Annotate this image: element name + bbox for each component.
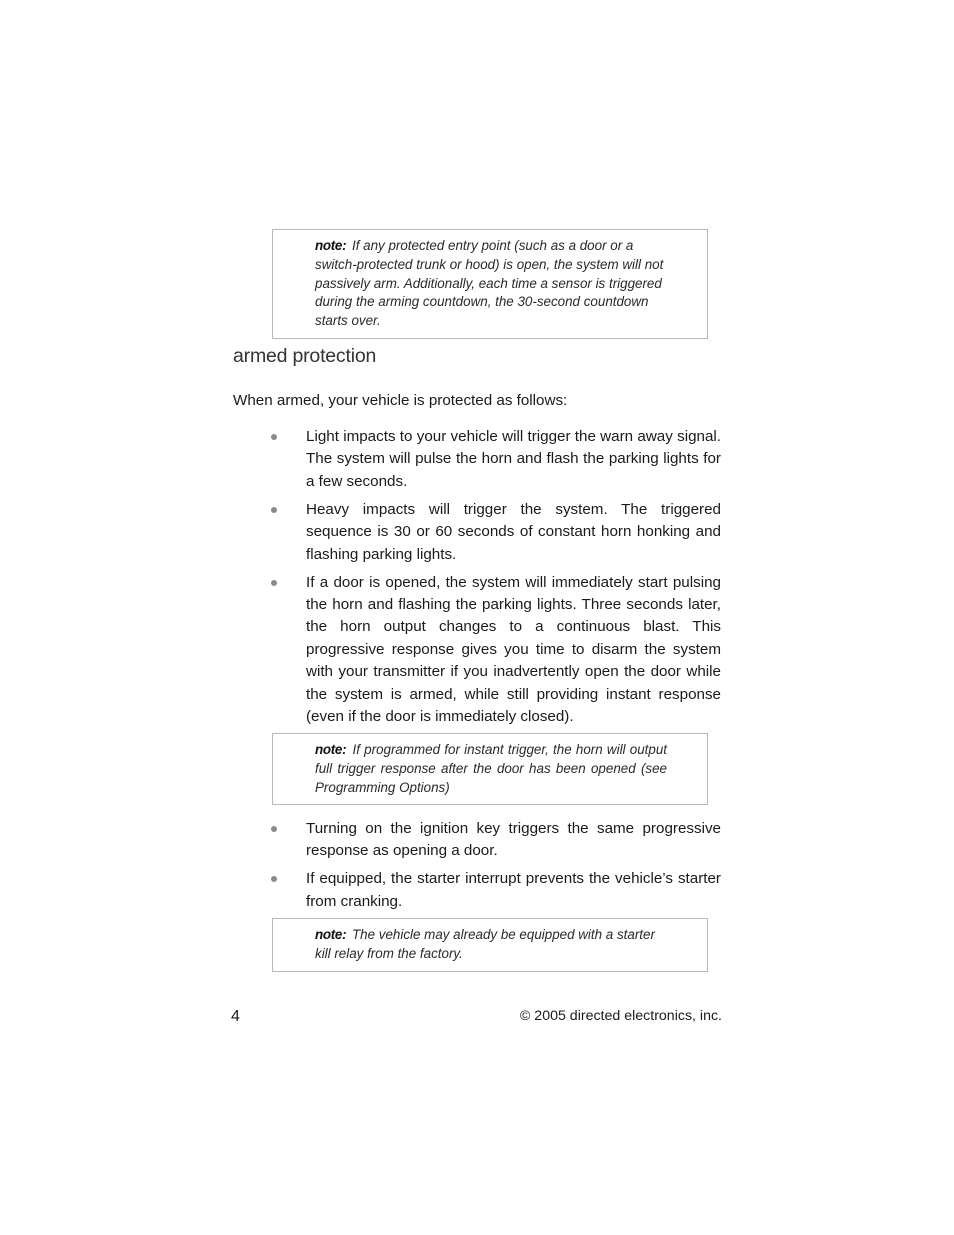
bullet-icon	[271, 826, 277, 832]
note-label: note:	[315, 238, 347, 253]
note-text: The vehicle may already be equipped with a starter kill relay from the factory.	[315, 927, 655, 961]
list-item	[233, 499, 721, 566]
list-item	[233, 868, 721, 913]
note-box-instant-trigger	[272, 733, 708, 805]
section-heading: armed protection	[233, 345, 377, 367]
list-item-text: Light impacts to your vehicle will trigger the warn away signal. The system will pulse the horn and flash the parking lights for a few seconds.	[306, 428, 721, 490]
list-item-text: If equipped, the starter interrupt prevents the vehicle’s starter from cranking.	[306, 870, 721, 910]
list-item-text: If a door is opened, the system will immediately start pulsing the horn and flashing the parking lights. Three seconds later, the horn output changes to a continuous blast. This progressive response gives you time to disarm the system with your transmitter if you inadvertently open the door while the system is armed, while still providing instant response (even if the door is immediately closed).	[306, 573, 721, 726]
page-number: 4	[231, 1008, 240, 1025]
note-label: note:	[315, 927, 347, 942]
note-box-passive-arming	[272, 229, 708, 339]
list-item-text: Turning on the ignition key triggers the same progressive response as opening a door.	[306, 820, 721, 860]
list-item	[233, 818, 721, 863]
note-text: If programmed for instant trigger, the horn will output full trigger response after the door has been opened (see Programming Options)	[315, 742, 667, 795]
bullet-list-secondary	[233, 818, 721, 919]
bullet-list-primary	[233, 426, 721, 734]
copyright-notice: © 2005 directed electronics, inc.	[519, 1008, 722, 1024]
bullet-icon	[271, 580, 277, 586]
list-item	[233, 572, 721, 729]
bullet-icon	[271, 434, 277, 440]
intro-paragraph: When armed, your vehicle is protected as follows:	[233, 392, 568, 409]
bullet-icon	[271, 507, 277, 513]
note-box-starter-kill	[272, 918, 708, 972]
list-item-text: Heavy impacts will trigger the system. The triggered sequence is 30 or 60 seconds of constant horn honking and flashing parking lights.	[306, 500, 721, 563]
list-item	[233, 426, 721, 493]
bullet-icon	[271, 876, 277, 882]
note-text: If any protected entry point (such as a door or a switch-protected trunk or hood) is open, the system will not passively arm. Additionally, each time a sensor is triggered during the arming countdown, the 30-second countdown starts over.	[315, 238, 664, 329]
note-label: note:	[315, 742, 347, 757]
